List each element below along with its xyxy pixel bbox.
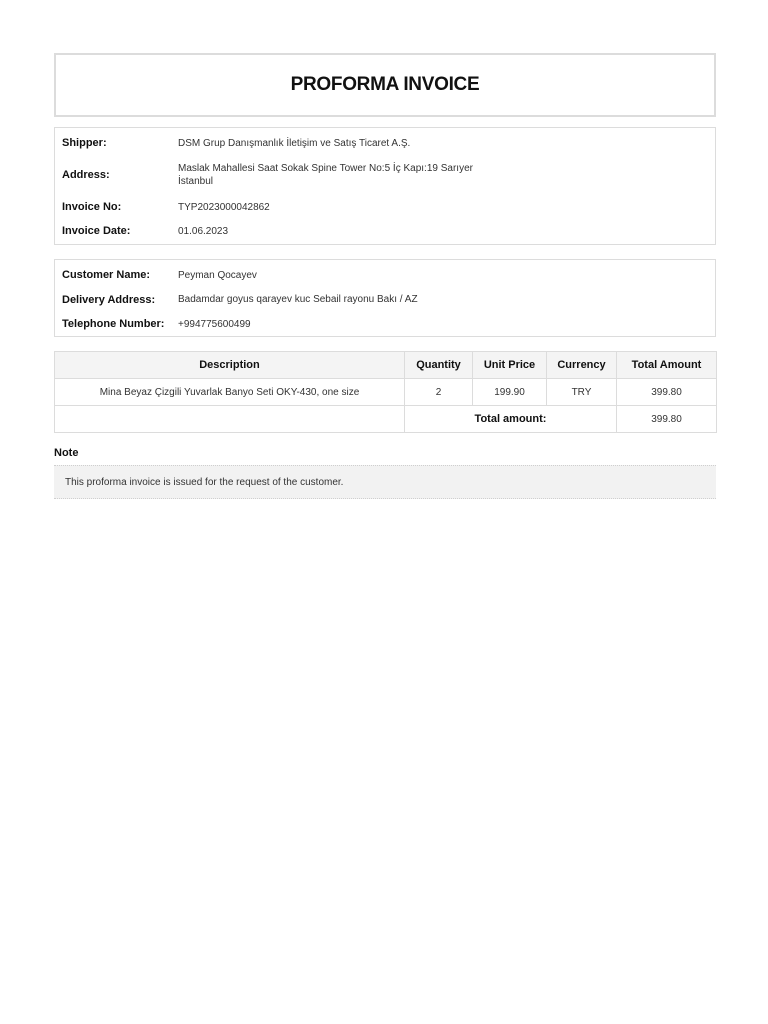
delivery-address-label: Delivery Address: bbox=[62, 293, 156, 306]
total-amount-label: Total amount: bbox=[405, 406, 617, 433]
telephone-value: +994775600499 bbox=[178, 318, 251, 330]
table-row bbox=[55, 379, 717, 406]
note-box bbox=[54, 465, 716, 499]
cell-currency: TRY bbox=[547, 379, 617, 406]
shipper-row bbox=[55, 131, 715, 155]
title-box bbox=[54, 53, 716, 117]
header-total-amount: Total Amount bbox=[617, 352, 717, 379]
customer-name-value: Peyman Qocayev bbox=[178, 269, 257, 281]
invoice-date-value: 01.06.2023 bbox=[178, 225, 229, 237]
total-row bbox=[55, 406, 717, 433]
items-table bbox=[54, 351, 717, 433]
header-currency: Currency bbox=[547, 352, 617, 379]
invoice-date-label: Invoice Date: bbox=[62, 225, 131, 237]
cell-description: Mina Beyaz Çizgili Yuvarlak Banyo Seti OKY-430, one size bbox=[55, 379, 405, 406]
invoice-page bbox=[54, 53, 716, 499]
address-row bbox=[55, 155, 715, 195]
note-text: This proforma invoice is issued for the request of the customer. bbox=[65, 476, 344, 488]
shipper-info-box bbox=[54, 127, 716, 245]
cell-quantity: 2 bbox=[405, 379, 473, 406]
header-quantity: Quantity bbox=[405, 352, 473, 379]
note-title: Note bbox=[54, 447, 79, 459]
header-description: Description bbox=[55, 352, 405, 379]
delivery-address-value: Badamdar goyus qarayev kuc Sebail rayonu Bakı / AZ bbox=[178, 294, 418, 306]
invoice-no-row bbox=[55, 195, 715, 219]
page-title: PROFORMA INVOICE bbox=[290, 74, 480, 95]
header-unit-price: Unit Price bbox=[473, 352, 547, 379]
invoice-no-value: TYP2023000042862 bbox=[178, 201, 270, 213]
cell-unit-price: 199.90 bbox=[473, 379, 547, 406]
items-table-header bbox=[55, 352, 717, 379]
delivery-address-row bbox=[55, 288, 715, 313]
invoice-date-row bbox=[55, 219, 715, 243]
telephone-row bbox=[55, 312, 715, 337]
total-amount-value: 399.80 bbox=[617, 406, 717, 433]
shipper-label: Shipper: bbox=[62, 137, 107, 149]
customer-name-row bbox=[55, 263, 715, 288]
total-row-spacer bbox=[55, 406, 405, 433]
telephone-label: Telephone Number: bbox=[62, 318, 165, 331]
shipper-value: DSM Grup Danışmanlık İletişim ve Satış Ticaret A.Ş. bbox=[178, 137, 411, 149]
cell-total-amount: 399.80 bbox=[617, 379, 717, 406]
customer-name-label: Customer Name: bbox=[62, 269, 151, 282]
address-value: Maslak Mahallesi Saat Sokak Spine Tower No:5 İç Kapı:19 Sarıyer İstanbul bbox=[178, 163, 473, 187]
address-label: Address: bbox=[62, 169, 110, 181]
invoice-no-label: Invoice No: bbox=[62, 201, 122, 213]
customer-info-box bbox=[54, 259, 716, 337]
